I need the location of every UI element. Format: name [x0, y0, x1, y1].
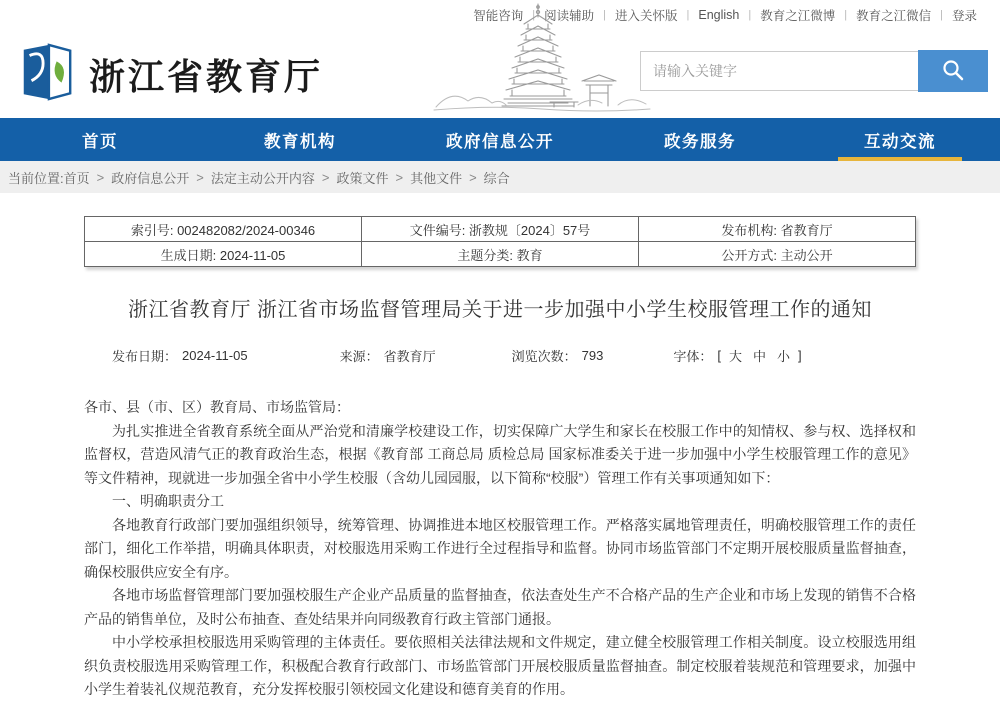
nav-item-home[interactable] — [0, 118, 200, 161]
article-title: 浙江省教育厅 浙江省市场监督管理局关于进一步加强中小学生校服管理工作的通知 — [127, 299, 873, 321]
nav-item-label: 政务服务 — [664, 132, 736, 151]
issuing-agency-cell: 发布机构: 省教育厅 — [639, 217, 916, 242]
article-paragraph: 一、明确职责分工 — [112, 493, 224, 509]
header-row — [0, 30, 1000, 118]
header — [0, 0, 1000, 118]
topbar-link-english[interactable]: English — [698, 8, 740, 22]
table-row — [85, 242, 916, 267]
topbar-separator: | — [940, 9, 943, 21]
search-input[interactable] — [640, 51, 918, 91]
topbar-separator: | — [532, 9, 536, 21]
breadcrumb-prefix: 当前位置: — [8, 170, 64, 186]
breadcrumb-item-statutory-disclosure[interactable]: 法定主动公开内容 — [210, 170, 315, 186]
font-size-switcher — [673, 346, 801, 365]
topbar-separator: | — [844, 9, 848, 21]
bracket-close: ] — [798, 348, 802, 363]
topbar-link-weibo[interactable]: 教育之江微博 — [760, 9, 836, 23]
nav-item-label: 政府信息公开 — [446, 132, 554, 151]
breadcrumb-item-gov-info[interactable]: 政府信息公开 — [111, 170, 190, 186]
publish-date-label: 发布日期： — [112, 349, 178, 364]
article-page — [84, 216, 916, 702]
font-size-label: 字体： — [673, 349, 713, 364]
nav-item-education-orgs[interactable] — [200, 118, 400, 161]
font-size-small-button[interactable]: 小 — [776, 349, 790, 364]
file-number-cell: 文件编号: 浙教规〔2024〕57号 — [362, 217, 639, 242]
topbar-link-care-version[interactable]: 进入关怀版 — [615, 9, 678, 23]
nav-item-gov-services[interactable] — [600, 118, 800, 161]
article-body — [84, 396, 916, 702]
creation-date-cell: 生成日期: 2024-11-05 — [85, 242, 362, 267]
breadcrumb-item-general[interactable]: 综合 — [483, 170, 510, 186]
table-row — [85, 217, 916, 242]
article-paragraph: 各地市场监督管理部门要加强校服生产企业产品质量的监督抽查，依法查处生产不合格产品的生产企业和市场上发现的销售不合格产品的销售单位，及时公布抽查、查处结果并向同级教育行政主管部门通报。 — [84, 587, 916, 627]
publish-date — [112, 346, 248, 365]
document-meta-table — [84, 216, 916, 267]
topic-category-cell: 主题分类: 教育 — [362, 242, 639, 267]
nav-item-label: 教育机构 — [264, 132, 336, 151]
nav-item-gov-info[interactable] — [400, 118, 600, 161]
publish-date-value: 2024-11-05 — [182, 348, 248, 363]
topbar-link-smart-consult[interactable]: 智能咨询 — [473, 9, 524, 23]
article-paragraph: 为扎实推进全省教育系统全面从严治党和清廉学校建设工作，切实保障广大学生和家长在校服工作中的知情权、参与权、选择权和监督权，营造风清气正的教育政治生态，根据《教育部 工商总局 质检总局 国家标准委关于进一步加强中小学生校服管理工作的意见》等文件精神，现就进一步加强全省中小学生校服（含幼儿园园服，以下简称“校服”）管理工作有关事项通知如下： — [84, 422, 916, 486]
breadcrumb-item-other-docs[interactable]: 其他文件 — [410, 170, 463, 186]
breadcrumb — [0, 161, 1000, 193]
search-icon — [940, 57, 966, 86]
source — [340, 346, 436, 365]
topbar — [0, 0, 1000, 30]
site-name: 浙江省教育厅 — [89, 55, 324, 98]
nav-item-label: 互动交流 — [864, 132, 936, 151]
nav-item-interaction[interactable] — [800, 118, 1000, 161]
nav-item-label: 首页 — [82, 132, 118, 151]
breadcrumb-separator: > — [96, 169, 105, 185]
index-number-cell: 索引号: 002482082/2024-00346 — [85, 217, 362, 242]
view-count — [512, 346, 604, 365]
article-paragraph: 各地教育行政部门要加强组织领导，统筹管理、协调推进本地区校服管理工作。严格落实属地管理责任，明确校服管理工作的责任部门，细化工作举措，明确具体职责，对校服选用采购工作进行全过程指导和监督。协同市场监管部门不定期开展校服质量监督抽查，确保校服供应安全有序。 — [84, 516, 916, 580]
topbar-separator: | — [748, 9, 752, 21]
view-count-label: 浏览次数： — [511, 349, 577, 364]
font-size-medium-button[interactable]: 中 — [752, 349, 766, 364]
search-bar — [640, 50, 988, 92]
breadcrumb-separator: > — [469, 169, 477, 185]
breadcrumb-separator: > — [321, 169, 330, 185]
topbar-link-login[interactable]: 登录 — [951, 9, 977, 23]
disclosure-method-cell: 公开方式: 主动公开 — [639, 242, 916, 267]
article-meta-row — [84, 346, 916, 365]
breadcrumb-separator: > — [395, 169, 404, 185]
bracket-open: [ — [717, 348, 721, 363]
site-logo[interactable] — [16, 42, 323, 107]
source-label: 来源： — [339, 349, 379, 364]
article-paragraph: 各市、县（市、区）教育局、市场监管局： — [84, 399, 350, 415]
topbar-link-reading-aid[interactable]: 阅读辅助 — [544, 9, 595, 23]
main-nav — [0, 118, 1000, 161]
breadcrumb-item-policy-docs[interactable]: 政策文件 — [336, 170, 389, 186]
font-size-large-button[interactable]: 大 — [728, 349, 742, 364]
article-paragraph: 中小学校承担校服选用采购管理的主体责任。要依照相关法律法规和文件规定，建立健全校服管理工作相关制度。设立校服选用组织负责校服选用采购管理工作，积极配合教育行政部门、市场监管部门开展校服质量监督抽查。制定校服着装规范和管理要求，加强中小学生着装礼仪规范教育，充分发挥校服引领校园文化建设和德育美育的作用。 — [84, 634, 916, 697]
source-value: 省教育厅 — [383, 349, 436, 364]
topbar-separator: | — [686, 9, 690, 21]
logo-book-icon — [16, 42, 76, 107]
topbar-link-wechat[interactable]: 教育之江微信 — [856, 9, 932, 23]
search-button[interactable] — [918, 50, 988, 92]
breadcrumb-item-home[interactable]: 首页 — [63, 170, 90, 186]
active-tab-indicator — [838, 157, 962, 161]
topbar-separator: | — [603, 9, 606, 21]
breadcrumb-separator: > — [196, 169, 204, 185]
view-count-value: 793 — [581, 348, 604, 363]
